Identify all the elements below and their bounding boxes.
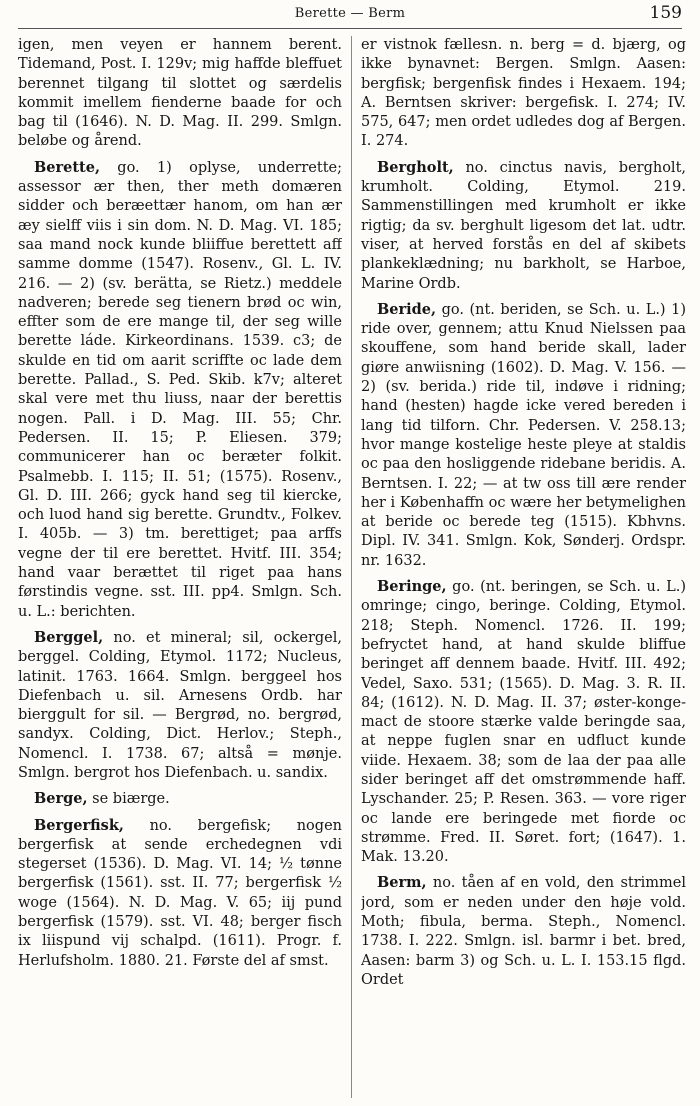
entry-headword: Bergerfisk, xyxy=(34,816,124,834)
entry-igen-continuation xyxy=(18,36,342,152)
entry-headword: Berette, xyxy=(34,158,101,176)
entry-bergerfisk-continuation xyxy=(361,36,686,152)
left-column xyxy=(18,36,342,1100)
entry-headword: Bergholt, xyxy=(377,158,454,176)
entry-headword: Berm, xyxy=(377,874,427,892)
entry-text: go. (nt. beriden, se Sch. u. L.) 1) ride over, gennem; attu Knud Nielssen paa skouffene, som hand beride skall, lader giøre anwiisning (1602). D. Mag. V. 156. — 2) (sv. berida.) ride til, indøve i ridning; hand (hesten) hagde icke vered bereden i lang tid tilforn. Chr. Pedersen. V. 258.13; hvor mange kostelige heste pleye at staldis oc paa den hosliggende ridebane beridis. A. Berntsen. I. 22; — at tw oss till ære render her i Københaffn oc wære her betymelighen at beride oc berede teg (1515). Kbhvns. Dipl. IV. 341. Smlgn. Kok, Sønderj. Ordspr. nr. 1632. xyxy=(361,301,686,569)
entry-bergholt xyxy=(361,158,686,294)
entry-text: igen, men veyen er hannem berent. Tidemand, Post. I. 129v; mig haffde bleffuet berennet tilgang til slottet og særdelis kommit imellem fienderne baade for och bag til (1646). N. D. Mag. II. 299. Smlgn. beløbe og årend. xyxy=(18,37,342,150)
entry-berge xyxy=(18,789,342,809)
entry-text: er vistnok fællesn. n. berg = d. bjærg, og ikke bynavnet: Bergen. Smlgn. Aasen: bergfisk; bergenfisk findes i Hexaem. 194; A. Berntsen skriver: bergefisk. I. 274; IV. 575, 647; men ordet udledes dog af Bergen. I. 274. xyxy=(361,37,686,150)
entry-headword: Beringe, xyxy=(377,578,447,596)
entry-text: se biærge. xyxy=(87,791,170,808)
column-divider xyxy=(351,36,352,1098)
entry-headword: Beride, xyxy=(377,300,437,318)
entry-beride xyxy=(361,300,686,571)
entry-text: no. cinctus navis, bergholt, krumholt. Colding, Etymol. 219. Sammenstillingen med krumholt er ikke rigtig; da sv. berghult ligesom det lat. udtr. viser, at herved forstås en del af skibets plankeklædning; nu barkholt, se Harboe, Marine Ordb. xyxy=(361,159,686,292)
page-header xyxy=(18,4,682,29)
entry-berm xyxy=(361,873,686,990)
entry-text: no. et mineral; sil, ockergel, berggel. Colding, Etymol. 1172; Nucleus, latinit. 1763. 1664. Smlgn. berggeel hos Diefenbach u. sil. Arnesens Ordb. har bierggult for sil. — Bergrød, no. bergrød, sandyx. Colding, Dict. Herlov.; Steph., Nomencl. I. 1738. 67; altså = mønje. Smlgn. bergrot hos Diefenbach. u. sandix. xyxy=(18,629,342,781)
entry-text: no. bergefisk; nogen bergerfisk at sende erchedegnen vdi stegerset (1536). D. Mag. VI. 14; ½ tønne bergerfisk (1561). sst. II. 77; bergerfisk ½ woge (1564). N. D. Mag. V. 65; iij pund bergerfisk (1579). sst. VI. 48; berger fisch ix liispund vij schalpd. (1611). Progr. f. Herlufsholm. 1880. 21. Første del af smst. xyxy=(18,817,342,969)
entry-berggel xyxy=(18,628,342,783)
entry-bergerfisk xyxy=(18,816,342,971)
entry-headword: Berggel, xyxy=(34,628,104,646)
running-head: Berette — Berm xyxy=(294,6,406,21)
entry-headword: Berge, xyxy=(34,790,88,808)
entry-text: no. tåen af en vold, den strimmel jord, som er neden under den høje vold. Moth; fibula, berma. Steph., Nomencl. 1738. I. 222. Smlgn. isl. barmr i bet. bred, Aasen: barm 3) og Sch. u. L. I. 153.15 flgd. Ordet xyxy=(361,875,686,988)
entry-berette xyxy=(18,158,342,622)
entry-beringe xyxy=(361,577,686,867)
right-column xyxy=(361,36,686,1100)
entry-text: go. (nt. beringen, se Sch. u. L.) omringe; cingo, beringe. Colding, Etymol. 218; Steph. Nomencl. 1726. II. 199; befryctet hand, at hand skulde bliffue beringet aff dennem baade. Hvitf. III. 492; Vedel, Saxo. 531; (1565). D. Mag. 3. R. II. 84; (1612). N. D. Mag. II. 37; øster-konge-mact de stoore stærke valde beringde saa, at neppe fuglen snar en udfluct kunde viide. Hexaem. 38; som de laa der paa alle sider beringet aff det omstrømmende haff. Lyschander. 25; P. Resen. 363. — vore riger oc lande ere beringede met fiorde oc strømme. Fred. II. Søret. fort; (1647). 1. Mak. 13.20. xyxy=(361,579,686,866)
page-number: 159 xyxy=(649,3,682,23)
entry-text: go. 1) oplyse, underrette; assessor ær then, ther meth domæren sidder och beræettær hanom, om han ær æy sielff viis i sin dom. N. D. Mag. VI. 185; saa mand nock kunde bliiffue berettett aff samme domme (1547). Rosenv., Gl. L. IV. 216. — 2) (sv. berätta, se Rietz.) meddele nadveren; berede seg tienern brød oc win, effter som de ere mange til, der seg wille berette láde. Kirkeordinans. 1539. c3; de skulde en tid om aarit scriffte oc lade dem berette. Pallad., S. Ped. Skib. k7v; alteret skal vere met thu liuss, naar der berettis nogen. Pall. i D. Mag. III. 55; Chr. Pedersen. II. 15; P. Eliesen. 379; communicerer han oc beræter folkit. Psalmebb. I. 115; II. 51; (1575). Rosenv., Gl. D. III. 266; gyck hand seg til kiercke, och luod hand sig berette. Grundtv., Folkev. I. 405b. — 3) tm. berettiget; paa arffs vegne der til ere berettet. Hvitf. III. 354; hand vaar berættet til riget paa hans førstindis vegne. sst. III. pp4. Smlgn. Sch. u. L.: berichten. xyxy=(18,159,342,620)
